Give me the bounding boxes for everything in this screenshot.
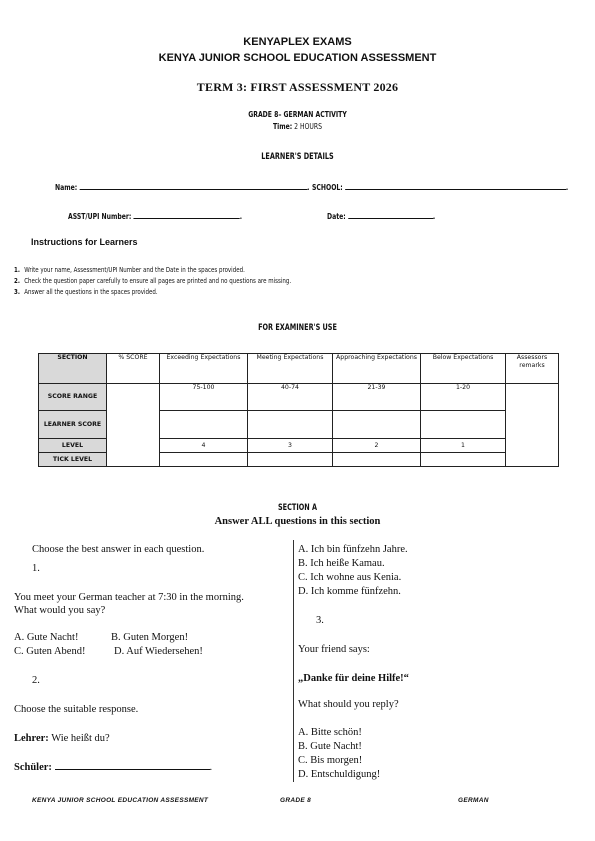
tick-cell[interactable] [248, 453, 333, 467]
option: A. Gute Nacht! [14, 632, 79, 643]
header-cell: Assessors remarks [506, 354, 559, 384]
option: B. Ich heiße Kamau. [298, 558, 385, 569]
row-label: LEVEL [39, 439, 107, 453]
header-cell: Meeting Expectations [248, 354, 333, 384]
level-cell: 2 [333, 439, 421, 453]
learner-score-cell[interactable] [421, 411, 506, 439]
question-text: What should you reply? [298, 699, 399, 710]
score-range-cell: 21-39 [333, 384, 421, 411]
option: D. Entschuldigung! [298, 769, 381, 780]
level-cell: 4 [160, 439, 248, 453]
question-number: 1. [32, 563, 40, 574]
instruction-item: 2. Check the question paper carefully to ensure all pages are printed and no questions are missing. [14, 276, 292, 285]
question-text: What would you say? [14, 605, 106, 616]
date-field: Date: . [327, 212, 436, 221]
examiner-table [38, 353, 559, 467]
date-label: Date: [327, 212, 346, 221]
percent-score-cell[interactable] [107, 384, 160, 467]
score-range-cell: 75-100 [160, 384, 248, 411]
student-line: Schüler: . [14, 762, 213, 773]
option: B. Gute Nacht! [298, 741, 362, 752]
teacher-line [14, 733, 110, 744]
section-a-title: SECTION A [277, 503, 317, 513]
asst-label: ASST/UPI Number: [68, 212, 132, 221]
level-cell: 1 [421, 439, 506, 453]
footer-left: KENYA JUNIOR SCHOOL EDUCATION ASSESSMENT [32, 797, 209, 804]
column-divider [293, 540, 294, 782]
question-number: 3. [316, 615, 324, 626]
asst-line[interactable] [133, 218, 239, 219]
grade-subject: GRADE 8– GERMAN ACTIVITY [248, 110, 347, 119]
score-range-cell: 40-74 [248, 384, 333, 411]
option: C. Bis morgen! [298, 755, 363, 766]
learner-score-cell[interactable] [333, 411, 421, 439]
instruction-item: 1. Write your name, Assessment/UPI Number and the Date in the spaces provided. [14, 265, 245, 274]
option: D. Auf Wiedersehen! [114, 646, 203, 657]
term-title: TERM 3: FIRST ASSESSMENT 2026 [196, 80, 399, 94]
row-label: LEARNER SCORE [39, 411, 107, 439]
header-cell: % SCORE [107, 354, 160, 384]
name-line[interactable] [79, 189, 307, 190]
header-cell: Exceeding Expectations [160, 354, 248, 384]
date-line[interactable] [348, 218, 433, 219]
answer-line[interactable] [55, 769, 210, 770]
tick-cell[interactable] [333, 453, 421, 467]
student-label: Schüler: [14, 762, 52, 773]
name-field: Name: . [55, 183, 310, 192]
footer-middle: GRADE 8 [280, 797, 311, 804]
learner-score-cell[interactable] [160, 411, 248, 439]
option: C. Guten Abend! [14, 646, 86, 657]
question-text: Your friend says: [298, 644, 370, 655]
question-number: 2. [32, 675, 40, 686]
school-label: SCHOOL: [312, 183, 343, 192]
option: A. Ich bin fünfzehn Jahre. [298, 544, 408, 555]
header-cell: Below Expectations [421, 354, 506, 384]
learner-details-heading: LEARNER'S DETAILS [261, 152, 334, 162]
option: B. Guten Morgen! [111, 632, 189, 643]
option: A. Bitte schön! [298, 727, 362, 738]
intro-text: Choose the best answer in each question. [32, 544, 205, 555]
time-value: 2 HOURS [294, 122, 323, 131]
header-cell: Approaching Expectations [333, 354, 421, 384]
assessment-title: KENYA JUNIOR SCHOOL EDUCATION ASSESSMENT [158, 52, 437, 64]
tick-cell[interactable] [160, 453, 248, 467]
instructions-title: Instructions for Learners [31, 237, 138, 247]
learner-score-cell[interactable] [248, 411, 333, 439]
question-text: You meet your German teacher at 7:30 in the morning. [14, 592, 244, 603]
option: C. Ich wohne aus Kenia. [298, 572, 402, 583]
table-row [39, 384, 559, 411]
school-field: SCHOOL: . [312, 183, 569, 192]
quote-text: „Danke für deine Hilfe!“ [298, 673, 409, 684]
option: D. Ich komme fünfzehn. [298, 586, 401, 597]
teacher-label: Lehrer: [14, 733, 49, 744]
question-text: Choose the suitable response. [14, 704, 139, 715]
score-range-cell: 1-20 [421, 384, 506, 411]
instruction-item: 3. Answer all the questions in the spaces provided. [14, 287, 158, 296]
time-line [45, 122, 551, 131]
row-label: SCORE RANGE [39, 384, 107, 411]
table-header-row [39, 354, 559, 384]
time-label: Time: [272, 122, 293, 131]
asst-field: ASST/UPI Number: . [68, 212, 243, 221]
school-line[interactable] [345, 189, 566, 190]
examiner-use-title: FOR EXAMINER'S USE [258, 323, 337, 333]
footer-right: GERMAN [458, 797, 489, 804]
remarks-cell[interactable] [506, 384, 559, 467]
name-label: Name: [55, 183, 78, 192]
section-a-subtitle: Answer ALL questions in this section [214, 516, 381, 527]
header-cell: SECTION [39, 354, 107, 384]
tick-cell[interactable] [421, 453, 506, 467]
row-label: TICK LEVEL [39, 453, 107, 467]
level-cell: 3 [248, 439, 333, 453]
org-title: KENYAPLEX EXAMS [243, 36, 352, 48]
teacher-text: Wie heißt du? [48, 733, 110, 744]
